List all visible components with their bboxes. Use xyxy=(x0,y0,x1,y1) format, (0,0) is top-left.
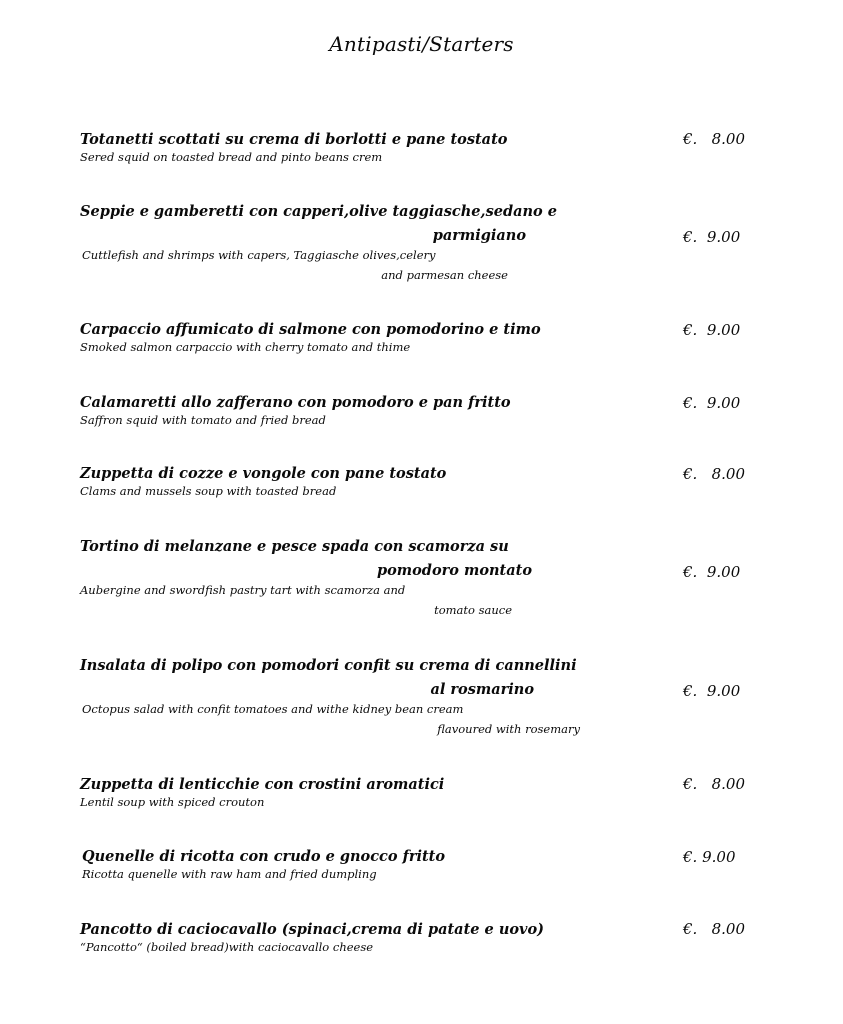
item-name-italian-continued: parmigiano xyxy=(432,227,526,244)
item-price xyxy=(683,682,740,700)
item-price xyxy=(683,920,745,938)
currency-label: €. xyxy=(683,394,698,412)
item-name-italian: Calamaretti allo zafferano con pomodoro e pan fritto xyxy=(80,394,511,411)
item-name-italian: Carpaccio affumicato di salmone con pomodorino e timo xyxy=(80,321,541,338)
item-name-italian: Quenelle di ricotta con crudo e gnocco fritto xyxy=(82,848,446,865)
item-description-english: Aubergine and swordfish pastry tart with scamorza and xyxy=(80,583,406,597)
menu-item xyxy=(80,462,780,502)
price-value: 8.00 xyxy=(711,775,746,793)
item-price xyxy=(683,848,736,866)
item-name-italian: Seppie e gamberetti con capperi,olive taggiasche,sedano e xyxy=(80,203,557,220)
menu-item xyxy=(80,535,780,621)
price-value: 9.00 xyxy=(706,563,741,581)
item-description-english: Octopus salad with confit tomatoes and withe kidney bean cream xyxy=(82,702,464,716)
currency-label: €. xyxy=(683,920,698,938)
item-price xyxy=(683,394,740,412)
menu-item xyxy=(80,773,780,813)
menu-item xyxy=(80,318,780,358)
item-name-italian-continued: al rosmarino xyxy=(430,681,534,698)
menu-item xyxy=(80,391,780,431)
item-name-italian: Pancotto di caciocavallo (spinaci,crema di patate e uovo) xyxy=(80,921,544,938)
item-description-english: Clams and mussels soup with toasted bread xyxy=(80,484,337,498)
item-description-english: Sered squid on toasted bread and pinto beans crem xyxy=(80,150,383,164)
menu-item xyxy=(80,200,780,286)
currency-label: €. xyxy=(683,775,698,793)
item-price xyxy=(683,130,745,148)
menu-item xyxy=(80,845,780,885)
price-value: 9.00 xyxy=(706,394,741,412)
menu-item xyxy=(80,654,780,740)
menu-item xyxy=(80,918,780,958)
item-price xyxy=(683,228,740,246)
price-value: 9.00 xyxy=(706,228,741,246)
item-name-italian-continued: pomodoro montato xyxy=(376,562,532,579)
item-description-english: Saffron squid with tomato and fried bread xyxy=(80,413,326,427)
price-value: 9.00 xyxy=(706,321,741,339)
currency-label: €. xyxy=(683,465,698,483)
item-price xyxy=(683,563,740,581)
item-description-english-continued: and parmesan cheese xyxy=(381,268,508,282)
currency-label: €. xyxy=(683,130,698,148)
price-value: 9.00 xyxy=(706,682,741,700)
item-price xyxy=(683,465,745,483)
currency-label: €. xyxy=(683,848,698,866)
item-name-italian: Zuppetta di cozze e vongole con pane tostato xyxy=(80,465,447,482)
item-price xyxy=(683,775,745,793)
currency-label: €. xyxy=(683,228,698,246)
price-value: 9.00 xyxy=(702,848,736,866)
item-name-italian: Totanetti scottati su crema di borlotti e pane tostato xyxy=(80,131,508,148)
item-description-english: Ricotta quenelle with raw ham and fried dumpling xyxy=(82,867,377,881)
item-description-english: Smoked salmon carpaccio with cherry tomato and thime xyxy=(80,340,411,354)
item-description-english: “Pancotto“ (boiled bread)with caciocavallo cheese xyxy=(80,940,374,954)
menu-item xyxy=(80,128,780,168)
item-description-english: Lentil soup with spiced crouton xyxy=(80,795,265,809)
item-price xyxy=(683,321,740,339)
price-value: 8.00 xyxy=(711,465,746,483)
item-description-english-continued: tomato sauce xyxy=(434,603,512,617)
price-value: 8.00 xyxy=(711,130,746,148)
item-description-english: Cuttlefish and shrimps with capers, Taggiasche olives,celery xyxy=(82,248,436,262)
item-description-english-continued: flavoured with rosemary xyxy=(437,722,580,736)
item-name-italian: Tortino di melanzane e pesce spada con scamorza su xyxy=(80,538,509,555)
price-value: 8.00 xyxy=(711,920,746,938)
item-name-italian: Insalata di polipo con pomodori confit su crema di cannellini xyxy=(80,657,577,674)
menu-section-title: Antipasti/Starters xyxy=(329,32,514,56)
currency-label: €. xyxy=(683,682,698,700)
currency-label: €. xyxy=(683,321,698,339)
currency-label: €. xyxy=(683,563,698,581)
item-name-italian: Zuppetta di lenticchie con crostini aromatici xyxy=(80,776,445,793)
